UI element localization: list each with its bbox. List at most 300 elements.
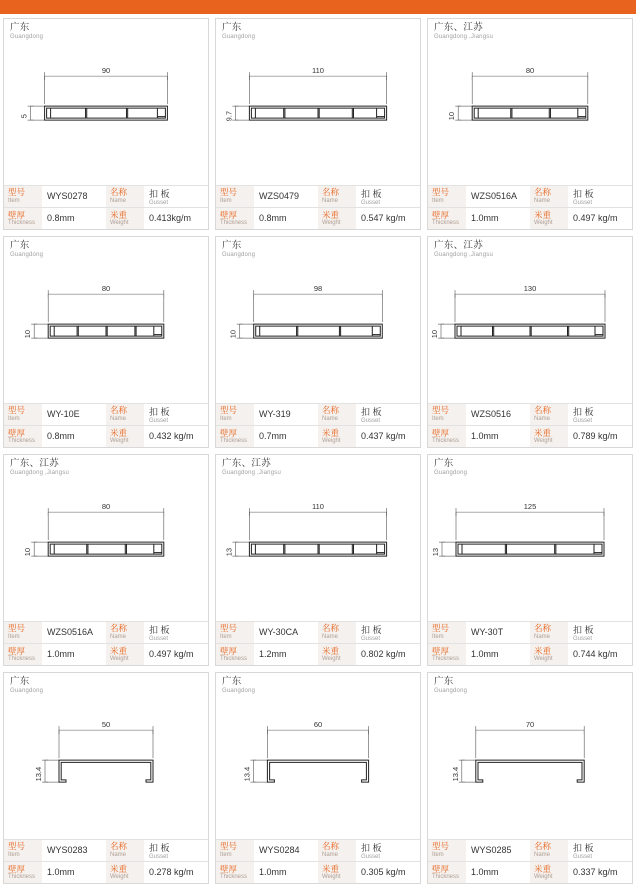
top-accent-bar	[0, 0, 636, 14]
region-block	[428, 19, 632, 40]
region-name-en: Guangdong	[222, 33, 256, 40]
weight-label-en: Weight	[110, 220, 129, 226]
weight-label-cn: 米重	[322, 645, 340, 656]
weight-value: 0.744 kg/m	[568, 643, 632, 665]
profile-drawing	[216, 694, 420, 838]
svg-text:60: 60	[313, 720, 323, 730]
item-label-cn: 型号	[432, 187, 450, 198]
thickness-label-en: Thickness	[8, 656, 36, 662]
weight-label-en: Weight	[322, 220, 341, 226]
name-value-en: Gusset	[573, 199, 593, 206]
svg-text:10: 10	[430, 330, 439, 339]
name-value-en: Gusset	[149, 199, 169, 206]
profile-drawing	[428, 40, 632, 184]
table-row	[216, 425, 420, 447]
product-card	[3, 454, 209, 666]
thickness-label-en: Thickness	[220, 438, 248, 444]
name-label-en: Name	[534, 851, 551, 858]
svg-text:125: 125	[523, 502, 537, 512]
name-label-cn: 名称	[534, 405, 552, 416]
weight-label	[318, 643, 356, 665]
region-name-cn: 广东	[434, 458, 454, 469]
product-card	[427, 672, 633, 884]
weight-label-cn: 米重	[322, 863, 340, 874]
name-label-en: Name	[110, 197, 127, 204]
item-label-en: Item	[432, 633, 444, 640]
item-value: WZS0516A	[42, 621, 106, 643]
item-label	[216, 185, 254, 207]
item-label-en: Item	[220, 197, 232, 204]
table-row	[428, 207, 632, 229]
svg-text:50: 50	[101, 720, 111, 730]
weight-label-cn: 米重	[534, 209, 552, 220]
name-value: 扣 板 Gusset	[568, 185, 632, 207]
item-value: WZS0516	[466, 403, 530, 425]
item-label	[428, 621, 466, 643]
item-label-en: Item	[220, 851, 232, 858]
thickness-value: 0.7mm	[254, 425, 318, 447]
region-name-en: Guangdong	[434, 469, 468, 476]
name-value-en: Gusset	[573, 417, 593, 424]
name-value: 扣 板 Gusset	[356, 621, 420, 643]
thickness-value: 1.0mm	[466, 643, 530, 665]
weight-value: 0.802 kg/m	[356, 643, 420, 665]
thickness-label-cn: 壁厚	[8, 645, 26, 656]
thickness-label-cn: 壁厚	[8, 209, 26, 220]
weight-label	[106, 207, 144, 229]
item-label-cn: 型号	[220, 841, 238, 852]
name-label-cn: 名称	[534, 841, 552, 852]
region-name-cn: 广东	[10, 240, 30, 251]
table-row	[428, 425, 632, 447]
item-label	[4, 403, 42, 425]
svg-text:110: 110	[312, 66, 324, 76]
svg-text:110: 110	[312, 502, 324, 512]
svg-text:10: 10	[447, 112, 457, 121]
svg-text:10: 10	[23, 548, 33, 557]
item-label-cn: 型号	[432, 405, 450, 416]
name-label-en: Name	[322, 851, 339, 858]
spec-table	[428, 621, 632, 666]
thickness-label-cn: 壁厚	[432, 427, 450, 438]
profile-drawing	[216, 476, 420, 620]
item-value: WYS0278	[42, 185, 106, 207]
weight-value: 0.413kg/m	[144, 207, 208, 229]
item-label	[4, 185, 42, 207]
region-name-cn: 广东、江苏	[222, 458, 272, 469]
svg-text:80: 80	[101, 502, 111, 512]
weight-label-en: Weight	[534, 874, 553, 880]
thickness-value: 0.8mm	[42, 425, 106, 447]
table-row	[428, 643, 632, 665]
name-label-en: Name	[110, 415, 127, 422]
weight-value: 0.432 kg/m	[144, 425, 208, 447]
region-name-cn: 广东、江苏	[434, 22, 484, 33]
item-label-en: Item	[432, 851, 444, 858]
weight-label-en: Weight	[110, 438, 129, 444]
weight-label	[106, 425, 144, 447]
table-row	[4, 207, 208, 229]
product-card	[427, 454, 633, 666]
item-label-cn: 型号	[432, 841, 450, 852]
region-name-cn: 广东	[434, 676, 454, 687]
name-label	[318, 621, 356, 643]
weight-label-en: Weight	[110, 656, 129, 662]
svg-text:98: 98	[313, 284, 323, 294]
thickness-label	[4, 425, 42, 447]
name-label-cn: 名称	[110, 841, 128, 852]
weight-label-cn: 米重	[322, 427, 340, 438]
table-row	[428, 861, 632, 883]
item-label-en: Item	[220, 415, 232, 422]
region-name-en: Guangdong ,Jiangsu	[222, 469, 281, 476]
region-name-cn: 广东	[222, 240, 242, 251]
name-label	[530, 839, 568, 861]
item-value: WYS0284	[254, 839, 318, 861]
product-card	[215, 672, 421, 884]
item-label-cn: 型号	[8, 623, 26, 634]
profile-drawing	[4, 40, 208, 184]
weight-label-cn: 米重	[534, 427, 552, 438]
weight-label-en: Weight	[534, 220, 553, 226]
product-card	[3, 18, 209, 230]
thickness-label-en: Thickness	[432, 874, 460, 880]
item-value: WY-30T	[466, 621, 530, 643]
region-name-en: Guangdong	[222, 251, 256, 258]
name-label-cn: 名称	[322, 187, 340, 198]
region-block	[216, 673, 420, 694]
spec-table	[428, 403, 632, 448]
item-value: WYS0285	[466, 839, 530, 861]
thickness-value: 0.8mm	[42, 207, 106, 229]
region-name-en: Guangdong	[434, 687, 468, 694]
product-card	[215, 236, 421, 448]
profile-drawing	[216, 40, 420, 184]
thickness-label-cn: 壁厚	[432, 645, 450, 656]
region-block	[4, 455, 208, 476]
weight-value: 0.278 kg/m	[144, 861, 208, 883]
weight-label-en: Weight	[534, 438, 553, 444]
thickness-label-cn: 壁厚	[8, 863, 26, 874]
spec-table	[4, 839, 208, 884]
weight-value: 0.337 kg/m	[568, 861, 632, 883]
table-row	[216, 185, 420, 207]
product-card	[3, 236, 209, 448]
item-label-en: Item	[8, 415, 20, 422]
region-name-en: Guangdong ,Jiangsu	[10, 469, 69, 476]
name-value-en: Gusset	[149, 635, 169, 642]
region-block	[4, 673, 208, 694]
table-row	[216, 861, 420, 883]
name-label	[530, 621, 568, 643]
thickness-label	[216, 207, 254, 229]
region-name-en: Guangdong	[222, 687, 256, 694]
item-label	[428, 185, 466, 207]
thickness-label-en: Thickness	[8, 438, 36, 444]
svg-text:90: 90	[101, 66, 111, 76]
name-label-en: Name	[110, 633, 127, 640]
thickness-label-en: Thickness	[432, 220, 460, 226]
name-label-cn: 名称	[322, 623, 340, 634]
region-block	[428, 455, 632, 476]
name-value-en: Gusset	[361, 853, 381, 860]
item-label-cn: 型号	[220, 623, 238, 634]
region-block	[4, 19, 208, 40]
name-label-en: Name	[322, 633, 339, 640]
table-row	[216, 621, 420, 643]
thickness-label-cn: 壁厚	[220, 427, 238, 438]
thickness-label-cn: 壁厚	[8, 427, 26, 438]
name-label	[106, 403, 144, 425]
item-label	[4, 839, 42, 861]
weight-label-cn: 米重	[110, 427, 128, 438]
table-row	[428, 185, 632, 207]
product-card	[215, 18, 421, 230]
item-label-cn: 型号	[8, 841, 26, 852]
item-label-en: Item	[220, 633, 232, 640]
region-name-en: Guangdong ,Jiangsu	[434, 33, 493, 40]
profile-drawing	[428, 476, 632, 620]
region-name-cn: 广东	[222, 676, 242, 687]
weight-label	[530, 207, 568, 229]
spec-table	[216, 839, 420, 884]
product-card	[3, 672, 209, 884]
thickness-value: 1.2mm	[254, 643, 318, 665]
thickness-label-cn: 壁厚	[220, 645, 238, 656]
spec-table	[4, 403, 208, 448]
item-label-en: Item	[8, 851, 20, 858]
svg-text:5: 5	[19, 114, 29, 119]
table-row	[216, 643, 420, 665]
weight-value: 0.789 kg/m	[568, 425, 632, 447]
thickness-value: 1.0mm	[466, 425, 530, 447]
weight-label-en: Weight	[322, 874, 341, 880]
region-name-cn: 广东、江苏	[10, 458, 60, 469]
profile-drawing	[4, 694, 208, 838]
svg-text:13: 13	[224, 548, 234, 557]
thickness-label	[428, 861, 466, 883]
profile-drawing	[428, 258, 632, 402]
name-value-en: Gusset	[361, 417, 381, 424]
spec-table	[216, 621, 420, 666]
name-value: 扣 板 Gusset	[356, 185, 420, 207]
name-label	[318, 839, 356, 861]
thickness-label-en: Thickness	[220, 656, 248, 662]
weight-label-cn: 米重	[110, 209, 128, 220]
weight-label	[530, 425, 568, 447]
item-value: WZS0516A	[466, 185, 530, 207]
region-name-en: Guangdong	[10, 687, 44, 694]
region-name-en: Guangdong	[10, 251, 44, 258]
item-label	[216, 621, 254, 643]
name-label-en: Name	[322, 415, 339, 422]
thickness-label-en: Thickness	[432, 656, 460, 662]
item-label-en: Item	[8, 197, 20, 204]
name-value: 扣 板 Gusset	[568, 839, 632, 861]
table-row	[216, 207, 420, 229]
thickness-label	[428, 425, 466, 447]
item-value: WY-30CA	[254, 621, 318, 643]
name-value-en: Gusset	[361, 635, 381, 642]
profile-drawing	[4, 258, 208, 402]
svg-text:10: 10	[23, 330, 33, 339]
svg-text:13.4: 13.4	[242, 767, 252, 782]
svg-text:13.4: 13.4	[34, 767, 43, 782]
table-row	[4, 839, 208, 861]
svg-text:130: 130	[523, 284, 537, 294]
weight-label	[318, 207, 356, 229]
region-block	[428, 673, 632, 694]
name-value-en: Gusset	[149, 417, 169, 424]
item-value: WY-319	[254, 403, 318, 425]
table-row	[428, 839, 632, 861]
weight-value: 0.547 kg/m	[356, 207, 420, 229]
spec-table	[4, 621, 208, 666]
item-value: WYS0283	[42, 839, 106, 861]
weight-value: 0.437 kg/m	[356, 425, 420, 447]
svg-text:10: 10	[228, 330, 238, 339]
svg-text:70: 70	[525, 720, 535, 730]
region-name-cn: 广东	[222, 22, 242, 33]
thickness-value: 1.0mm	[42, 861, 106, 883]
table-row	[428, 403, 632, 425]
item-label	[428, 839, 466, 861]
name-value-en: Gusset	[361, 199, 381, 206]
name-label-cn: 名称	[534, 623, 552, 634]
name-label	[106, 621, 144, 643]
thickness-label-en: Thickness	[432, 438, 460, 444]
item-label-cn: 型号	[432, 623, 450, 634]
name-value: 扣 板 Gusset	[144, 403, 208, 425]
thickness-label-en: Thickness	[220, 874, 248, 880]
item-label-cn: 型号	[8, 405, 26, 416]
thickness-value: 1.0mm	[42, 643, 106, 665]
item-label-cn: 型号	[8, 187, 26, 198]
table-row	[4, 621, 208, 643]
region-block	[428, 237, 632, 258]
table-row	[216, 403, 420, 425]
name-value: 扣 板 Gusset	[568, 621, 632, 643]
item-value: WZS0479	[254, 185, 318, 207]
svg-text:9.7: 9.7	[224, 111, 234, 122]
region-name-en: Guangdong ,Jiangsu	[434, 251, 493, 258]
table-row	[428, 621, 632, 643]
weight-label-cn: 米重	[110, 645, 128, 656]
name-value-en: Gusset	[149, 853, 169, 860]
weight-label-en: Weight	[322, 438, 341, 444]
profile-drawing	[216, 258, 420, 402]
name-label-en: Name	[110, 851, 127, 858]
item-label-en: Item	[432, 415, 444, 422]
name-value: 扣 板 Gusset	[356, 403, 420, 425]
item-label-en: Item	[432, 197, 444, 204]
table-row	[4, 425, 208, 447]
region-name-cn: 广东、江苏	[434, 240, 484, 251]
table-row	[4, 643, 208, 665]
weight-label-en: Weight	[534, 656, 553, 662]
name-label-cn: 名称	[322, 841, 340, 852]
thickness-value: 1.0mm	[466, 861, 530, 883]
name-value-en: Gusset	[573, 635, 593, 642]
spec-table	[216, 185, 420, 230]
thickness-value: 0.8mm	[254, 207, 318, 229]
weight-label	[318, 861, 356, 883]
weight-value: 0.497 kg/m	[144, 643, 208, 665]
name-label-cn: 名称	[110, 405, 128, 416]
item-value: WY-10E	[42, 403, 106, 425]
name-label-en: Name	[534, 633, 551, 640]
thickness-label	[428, 207, 466, 229]
thickness-label-cn: 壁厚	[432, 863, 450, 874]
thickness-label	[216, 643, 254, 665]
table-row	[4, 185, 208, 207]
weight-label	[318, 425, 356, 447]
product-card-grid	[0, 14, 636, 884]
name-label	[318, 403, 356, 425]
spec-table	[428, 839, 632, 884]
thickness-label-cn: 壁厚	[220, 863, 238, 874]
name-label-en: Name	[322, 197, 339, 204]
table-row	[4, 403, 208, 425]
item-label-en: Item	[8, 633, 20, 640]
table-row	[216, 839, 420, 861]
svg-text:13: 13	[431, 548, 440, 557]
thickness-value: 1.0mm	[254, 861, 318, 883]
thickness-label	[4, 207, 42, 229]
name-label	[530, 185, 568, 207]
thickness-label	[216, 425, 254, 447]
weight-label	[106, 861, 144, 883]
item-label	[428, 403, 466, 425]
name-label-cn: 名称	[322, 405, 340, 416]
weight-label	[530, 643, 568, 665]
table-row	[4, 861, 208, 883]
name-label	[106, 185, 144, 207]
region-block	[216, 19, 420, 40]
profile-drawing	[4, 476, 208, 620]
region-name-cn: 广东	[10, 676, 30, 687]
thickness-label-en: Thickness	[8, 874, 36, 880]
name-value-en: Gusset	[573, 853, 593, 860]
thickness-label-cn: 壁厚	[220, 209, 238, 220]
product-card	[215, 454, 421, 666]
product-card	[427, 18, 633, 230]
thickness-label	[428, 643, 466, 665]
name-label-cn: 名称	[110, 187, 128, 198]
thickness-label	[4, 861, 42, 883]
name-value: 扣 板 Gusset	[144, 839, 208, 861]
item-label-cn: 型号	[220, 405, 238, 416]
thickness-label	[4, 643, 42, 665]
weight-label	[106, 643, 144, 665]
name-value: 扣 板 Gusset	[144, 621, 208, 643]
svg-text:80: 80	[525, 66, 535, 76]
weight-label-cn: 米重	[322, 209, 340, 220]
weight-label-en: Weight	[322, 656, 341, 662]
region-name-cn: 广东	[10, 22, 30, 33]
name-label	[318, 185, 356, 207]
weight-label-cn: 米重	[534, 863, 552, 874]
weight-label-cn: 米重	[110, 863, 128, 874]
weight-label-cn: 米重	[534, 645, 552, 656]
thickness-label-cn: 壁厚	[432, 209, 450, 220]
spec-table	[4, 185, 208, 230]
name-value: 扣 板 Gusset	[144, 185, 208, 207]
item-label-cn: 型号	[220, 187, 238, 198]
weight-value: 0.497 kg/m	[568, 207, 632, 229]
product-card	[427, 236, 633, 448]
thickness-label-en: Thickness	[220, 220, 248, 226]
